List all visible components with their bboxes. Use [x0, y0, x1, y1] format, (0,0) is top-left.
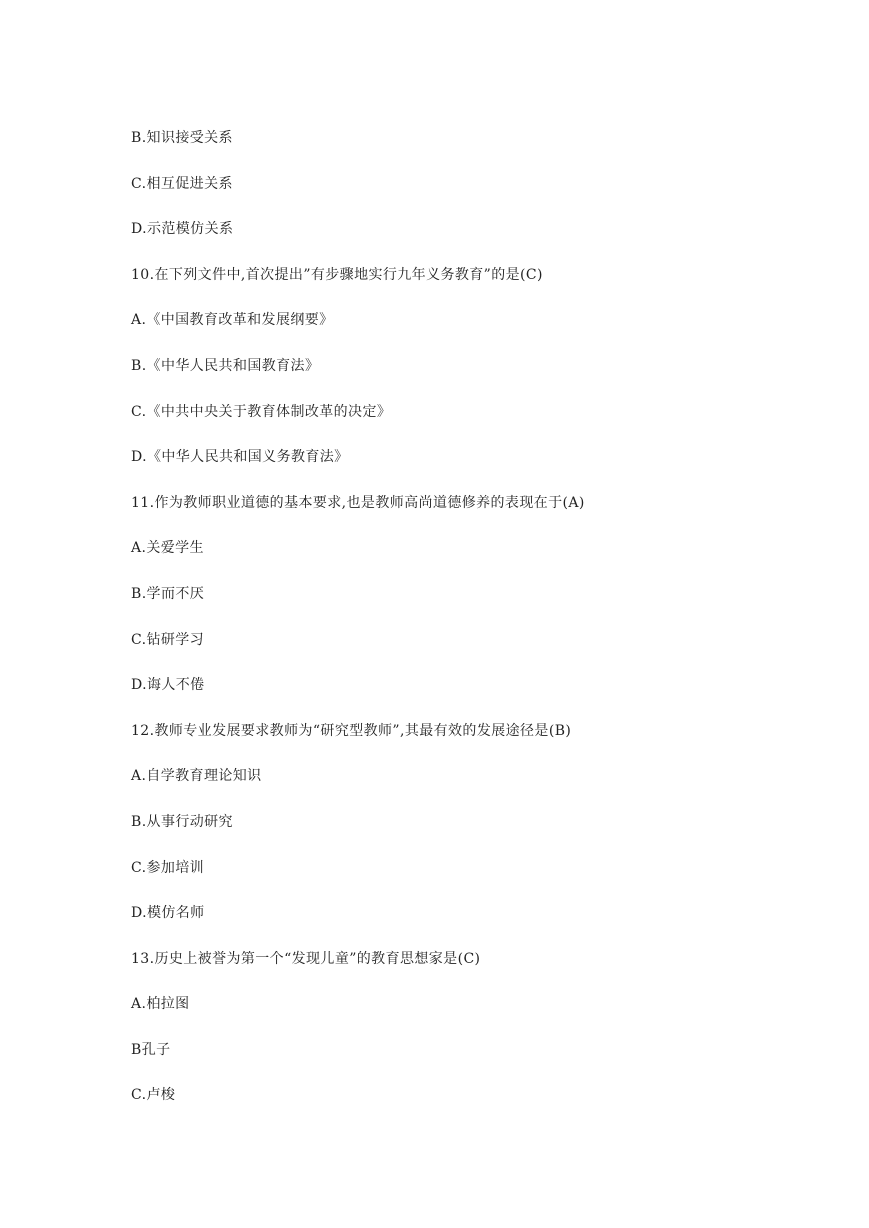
- option-line: B孔子: [131, 1041, 171, 1058]
- option-line: D.《中华人民共和国义务教育法》: [131, 449, 349, 466]
- option-line: A.柏拉图: [131, 996, 190, 1013]
- question-line: 11.作为教师职业道德的基本要求,也是教师高尚道德修养的表现在于(A): [131, 494, 585, 511]
- option-line: B.知识接受关系: [131, 130, 233, 146]
- option-line: C.卢梭: [131, 1087, 176, 1104]
- option-line: A.《中国教育改革和发展纲要》: [131, 312, 334, 329]
- option-line: C.钻研学习: [131, 631, 205, 648]
- option-line: B.从事行动研究: [131, 813, 233, 830]
- option-line: B.学而不厌: [131, 585, 205, 602]
- option-line: C.《中共中央关于教育体制改革的决定》: [131, 403, 392, 420]
- question-line: 12.教师专业发展要求教师为“研究型教师”,其最有效的发展途径是(B): [131, 722, 572, 739]
- option-line: B.《中华人民共和国教育法》: [131, 357, 320, 374]
- option-line: C.参加培训: [131, 859, 205, 876]
- option-line: D.诲人不倦: [131, 677, 205, 694]
- question-line: 10.在下列文件中,首次提出”有步骤地实行九年义务教育”的是(C): [131, 266, 543, 283]
- question-line: 13.历史上被誉为第一个“发现儿童”的教育思想家是(C): [131, 950, 481, 967]
- option-line: A.关爱学生: [131, 540, 204, 557]
- option-line: C.相互促进关系: [131, 175, 233, 192]
- question-list: [131, 126, 585, 1129]
- option-line: A.自学教育理论知识: [131, 768, 262, 785]
- option-line: D.模仿名师: [131, 905, 205, 922]
- option-line: D.示范模仿关系: [131, 221, 234, 238]
